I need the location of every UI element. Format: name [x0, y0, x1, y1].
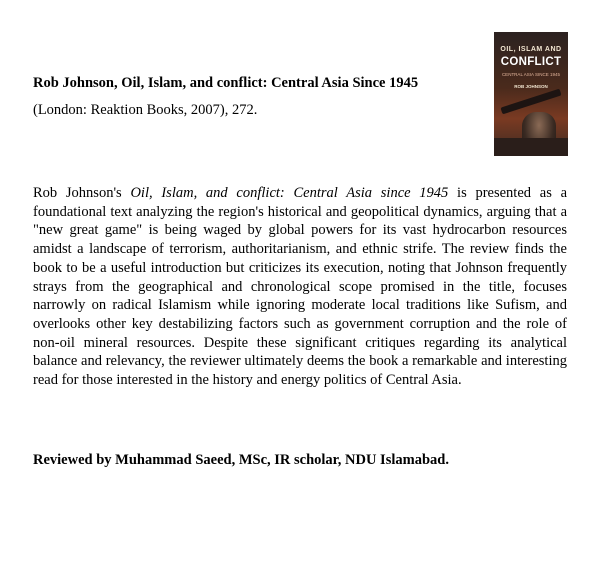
- cover-author-text: ROB JOHNSON: [514, 84, 548, 89]
- cover-subtitle-text: CENTRAL ASIA SINCE 1945: [501, 72, 561, 77]
- review-summary: [33, 184, 567, 390]
- summary-body: is presented as a foundational text analyzing the region's historical and geopolitical dynamics, arguing that a "new great game" is being waged by global powers for its vast hydrocarbon resources amidst a landscape of terrorism, authoritarianism, and ethnic strife. The review finds the book to be a useful introduction but criticizes its execution, noting that Johnson frequently strays from the geographical and chronological scope promised in the title, focuses narrowly on radical Islamism while ignoring moderate local traditions like Sufism, and overlooks other key destabilizing factors such as government corruption and the role of non-oil mineral resources. Despite these significant critiques regarding its analytical balance and relevancy, the reviewer ultimately deems the book a remarkable and interesting read for those interested in the history and energy politics of Central Asia.: [33, 185, 568, 389]
- summary-book-title: Oil, Islam, and conflict: Central Asia since 1945: [130, 185, 449, 201]
- summary-lead: Rob Johnson's: [33, 185, 131, 201]
- book-cover-image: [494, 32, 568, 156]
- reviewer-credit: Reviewed by Muhammad Saeed, MSc, IR scholar, NDU Islamabad.: [33, 452, 449, 468]
- cover-ground-graphic: [494, 138, 568, 156]
- cover-main-text: CONFLICT: [500, 56, 562, 68]
- book-publication-info: (London: Reaktion Books, 2007), 272.: [33, 102, 258, 118]
- book-citation-title: Rob Johnson, Oil, Islam, and conflict: Central Asia Since 1945: [33, 75, 419, 91]
- cover-top-text: OIL, ISLAM AND: [500, 46, 562, 53]
- cover-rifle-graphic: [500, 89, 561, 115]
